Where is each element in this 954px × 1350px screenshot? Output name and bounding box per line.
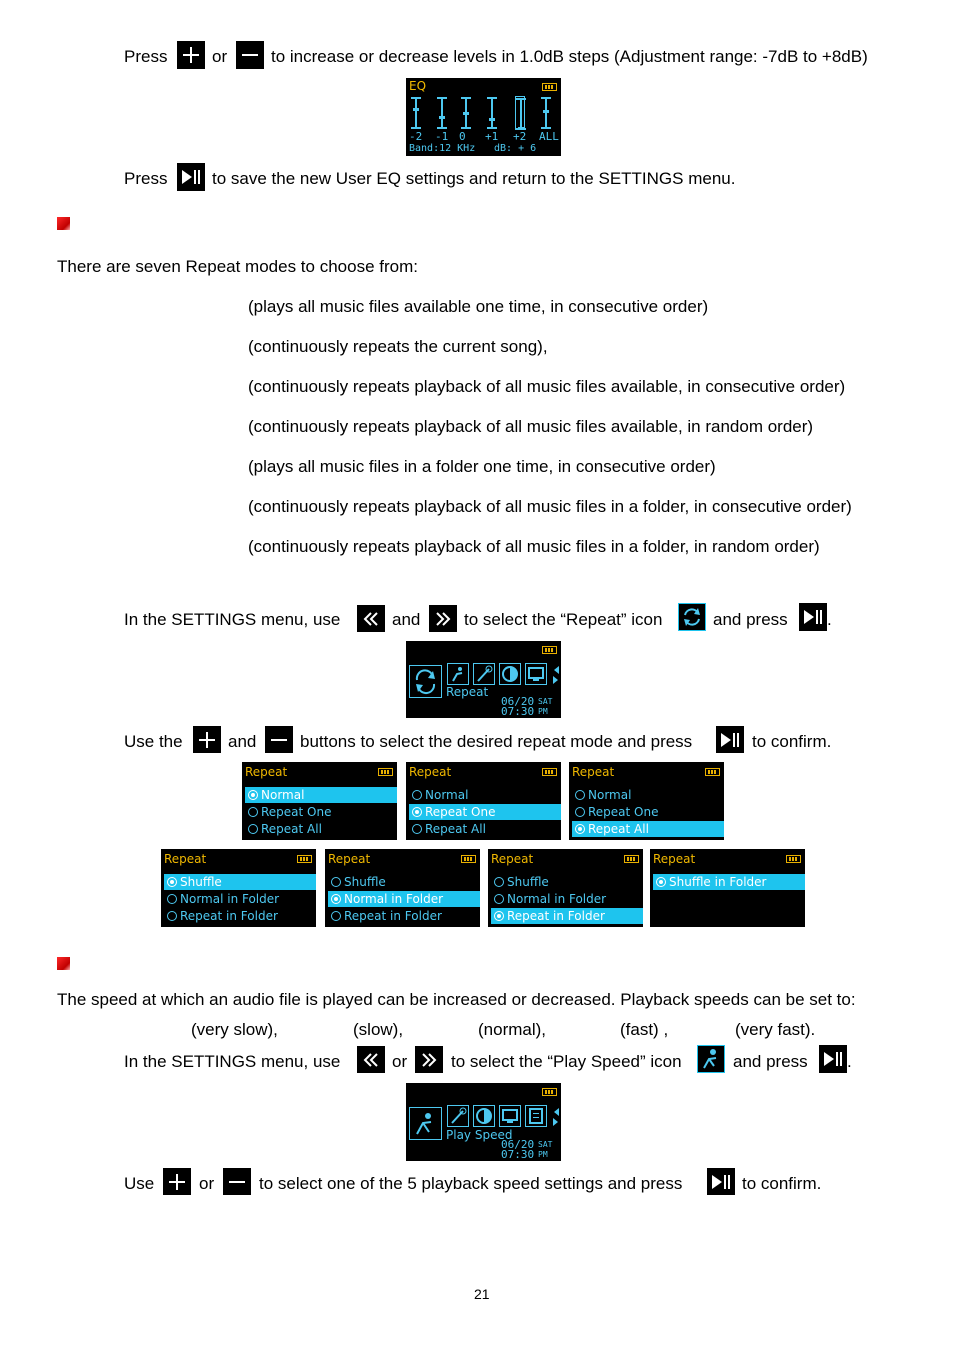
repeat-menu-screen	[325, 849, 480, 927]
radio-icon	[167, 894, 177, 904]
repeat-menu-screen	[242, 762, 397, 840]
repeat-intro: There are seven Repeat modes to choose from:	[57, 257, 418, 276]
repeat-option	[164, 908, 316, 924]
fast-forward-button-icon	[415, 1046, 443, 1073]
battery-icon	[542, 1088, 557, 1096]
press-text: Press	[124, 169, 168, 188]
battery-icon	[705, 768, 720, 776]
settings-label: Repeat	[446, 685, 489, 699]
repeat-option-label: Repeat in Folder	[507, 909, 605, 923]
speed-setting-icon	[447, 663, 469, 685]
repeat-option	[491, 874, 643, 890]
repeat-option-label: Repeat One	[425, 805, 496, 819]
repeat-option-label: Repeat All	[588, 822, 649, 836]
eq-slider	[515, 96, 525, 130]
radio-icon	[248, 790, 258, 800]
select-repeat-text: to select the “Repeat” icon	[464, 610, 663, 629]
repeat-option	[245, 804, 397, 820]
eq-band-label: ALL	[539, 130, 559, 143]
repeat-menu-title: Repeat	[164, 852, 207, 866]
repeat-option-label: Shuffle	[180, 875, 222, 889]
repeat-option-label: Repeat One	[261, 805, 332, 819]
eq-title: EQ	[409, 79, 427, 93]
eq-slider	[411, 96, 421, 130]
battery-icon	[542, 646, 557, 654]
battery-icon	[378, 768, 393, 776]
battery-icon	[297, 855, 312, 863]
eq-band-label: 0	[459, 130, 466, 143]
repeat-option-label: Shuffle in Folder	[669, 875, 767, 889]
speed-setting-icon-large	[409, 1107, 442, 1140]
or-text: or	[199, 1174, 215, 1193]
repeat-mode-description: (continuously repeats playback of all music files in a folder, in consecutive order)	[248, 497, 852, 516]
radio-icon	[575, 790, 585, 800]
press-text: Press	[124, 47, 168, 66]
time: 07:30	[501, 1148, 535, 1161]
ampm: PM	[538, 707, 548, 716]
date: 06/20	[501, 1138, 535, 1151]
select-mode-text: buttons to select the desired repeat mode and press	[300, 732, 693, 751]
select-speed-text: to select the “Play Speed” icon	[451, 1052, 682, 1071]
and-text: and	[392, 610, 421, 629]
repeat-option-label: Normal in Folder	[507, 892, 607, 906]
contrast-setting-icon	[499, 663, 521, 685]
day: SAT	[538, 1140, 553, 1149]
plus-button-icon	[163, 1168, 191, 1195]
radio-icon	[167, 911, 177, 921]
repeat-mode-description: (plays all music files available one time, in consecutive order)	[248, 297, 709, 316]
eq-db-footer: dB: + 6	[494, 143, 537, 154]
settings-text: In the SETTINGS menu, use	[124, 610, 341, 629]
select-speed-setting-text: to select one of the 5 playback speed settings and press	[259, 1174, 683, 1193]
repeat-mode-description: (continuously repeats playback of all music files available, in consecutive order)	[248, 377, 846, 396]
and-press-text: and press	[733, 1052, 808, 1071]
radio-icon	[167, 877, 177, 887]
play-pause-button-icon	[799, 603, 827, 631]
repeat-menu-title: Repeat	[491, 852, 534, 866]
radio-icon	[248, 824, 258, 834]
eq-slider	[461, 96, 471, 130]
settings-label: Play Speed	[446, 1128, 513, 1142]
section-bullet-icon	[57, 217, 70, 230]
tool-setting-icon	[447, 1105, 469, 1127]
radio-icon	[248, 807, 258, 817]
repeat-option-label: Shuffle	[507, 875, 549, 889]
radio-icon	[331, 877, 341, 887]
or-text: or	[392, 1052, 408, 1071]
repeat-option	[653, 874, 805, 890]
settings-repeat-screen	[406, 641, 561, 718]
repeat-option	[572, 804, 724, 820]
scroll-arrows-icon	[552, 665, 559, 685]
section-bullet-icon	[57, 957, 70, 970]
repeat-option	[164, 891, 316, 907]
repeat-mode-description: (plays all music files in a folder one time, in consecutive order)	[248, 457, 716, 476]
page-number: 21	[474, 1286, 490, 1302]
speed-option: (very slow),	[191, 1020, 278, 1039]
display-setting-icon	[525, 663, 547, 685]
plus-button-icon	[193, 726, 221, 753]
repeat-option	[328, 891, 480, 907]
radio-icon	[412, 790, 422, 800]
repeat-menu-title: Repeat	[572, 765, 615, 779]
eq-screen	[406, 78, 561, 156]
repeat-menu-screen	[406, 762, 561, 840]
to-confirm-text: to confirm.	[742, 1174, 822, 1193]
repeat-option	[409, 804, 561, 820]
repeat-option	[328, 874, 480, 890]
eq-slider	[541, 96, 551, 130]
battery-icon	[542, 768, 557, 776]
radio-icon	[494, 911, 504, 921]
or-text: or	[212, 47, 228, 66]
repeat-option	[491, 908, 643, 924]
repeat-option-label: Repeat One	[588, 805, 659, 819]
battery-icon	[542, 83, 557, 91]
minus-button-icon	[265, 726, 293, 753]
repeat-mode-description: (continuously repeats playback of all music files in a folder, in random order)	[248, 537, 820, 556]
speed-option: (fast) ,	[620, 1020, 669, 1039]
repeat-option-label: Repeat in Folder	[344, 909, 442, 923]
radio-icon	[575, 807, 585, 817]
time: 07:30	[501, 705, 535, 718]
settings-text: In the SETTINGS menu, use	[124, 1052, 341, 1071]
period: .	[847, 1052, 852, 1071]
repeat-option-label: Shuffle	[344, 875, 386, 889]
repeat-option	[572, 787, 724, 803]
info-setting-icon	[525, 1105, 547, 1127]
repeat-option	[164, 874, 316, 890]
repeat-menu-title: Repeat	[245, 765, 288, 779]
use-text: Use	[124, 1174, 155, 1193]
eq-band-label: +2	[513, 130, 527, 143]
repeat-option-label: Repeat in Folder	[180, 909, 278, 923]
fast-forward-button-icon	[429, 605, 457, 632]
eq-band-label: -1	[435, 130, 449, 143]
play-pause-button-icon	[177, 163, 205, 191]
repeat-menu-title: Repeat	[328, 852, 371, 866]
repeat-menu-screen	[650, 849, 805, 927]
minus-button-icon	[236, 41, 264, 69]
repeat-icon	[678, 603, 706, 631]
speed-option: (very fast).	[735, 1020, 816, 1039]
eq-slider	[487, 96, 497, 130]
repeat-option-label: Normal	[425, 788, 469, 802]
battery-icon	[786, 855, 801, 863]
repeat-option-label: Repeat All	[425, 822, 486, 836]
speed-option: (normal),	[478, 1020, 547, 1039]
plus-button-icon	[177, 41, 205, 69]
rewind-button-icon	[357, 1046, 385, 1073]
and-press-text: and press	[713, 610, 788, 629]
radio-icon	[412, 824, 422, 834]
repeat-menu-screen	[488, 849, 643, 927]
use-the-text: Use the	[124, 732, 183, 751]
repeat-option-label: Normal in Folder	[180, 892, 280, 906]
eq-band-label: +1	[485, 130, 499, 143]
settings-speed-screen	[406, 1083, 561, 1161]
date: 06/20	[501, 695, 535, 708]
repeat-menu-title: Repeat	[653, 852, 696, 866]
radio-icon	[494, 894, 504, 904]
repeat-option	[409, 787, 561, 803]
radio-icon	[412, 807, 422, 817]
speed-option: (slow),	[353, 1020, 404, 1039]
save-eq-text: to save the new User EQ settings and return to the SETTINGS menu.	[212, 169, 736, 188]
repeat-menu-screen	[161, 849, 316, 927]
speed-intro: The speed at which an audio file is played can be increased or decreased. Playback speeds can be set to:	[57, 990, 856, 1009]
day: SAT	[538, 697, 553, 706]
minus-button-icon	[223, 1168, 251, 1195]
play-pause-button-icon	[707, 1168, 735, 1195]
display-setting-icon	[499, 1105, 521, 1127]
repeat-option	[328, 908, 480, 924]
battery-icon	[461, 855, 476, 863]
eq-band-footer: Band:12 KHz	[409, 143, 476, 154]
play-pause-button-icon	[716, 726, 744, 753]
repeat-mode-description: (continuously repeats the current song),	[248, 337, 548, 356]
repeat-mode-description: (continuously repeats playback of all music files available, in random order)	[248, 417, 814, 436]
eq-band-label: -2	[409, 130, 423, 143]
repeat-option	[572, 821, 724, 837]
play-speed-icon	[697, 1045, 725, 1073]
repeat-setting-icon	[409, 665, 442, 698]
repeat-option	[491, 891, 643, 907]
radio-icon	[575, 824, 585, 834]
repeat-option	[245, 787, 397, 803]
repeat-option	[409, 821, 561, 837]
battery-icon	[624, 855, 639, 863]
and-text: and	[228, 732, 257, 751]
radio-icon	[331, 894, 341, 904]
eq-instruction-text: to increase or decrease levels in 1.0dB steps (Adjustment range: -7dB to +8dB)	[271, 47, 868, 66]
radio-icon	[494, 877, 504, 887]
repeat-menu-title: Repeat	[409, 765, 452, 779]
radio-icon	[656, 877, 666, 887]
radio-icon	[331, 911, 341, 921]
scroll-arrows-icon	[552, 1107, 559, 1127]
to-confirm-text: to confirm.	[752, 732, 832, 751]
eq-slider	[437, 96, 447, 130]
repeat-menu-screen	[569, 762, 724, 840]
contrast-setting-icon	[473, 1105, 495, 1127]
rewind-button-icon	[357, 605, 385, 632]
period: .	[827, 610, 832, 629]
repeat-option	[245, 821, 397, 837]
repeat-option-label: Normal in Folder	[344, 892, 444, 906]
ampm: PM	[538, 1150, 548, 1159]
tool-setting-icon	[473, 663, 495, 685]
repeat-option-label: Normal	[588, 788, 632, 802]
repeat-option-label: Normal	[261, 788, 305, 802]
repeat-option-label: Repeat All	[261, 822, 322, 836]
play-pause-button-icon	[819, 1045, 847, 1073]
